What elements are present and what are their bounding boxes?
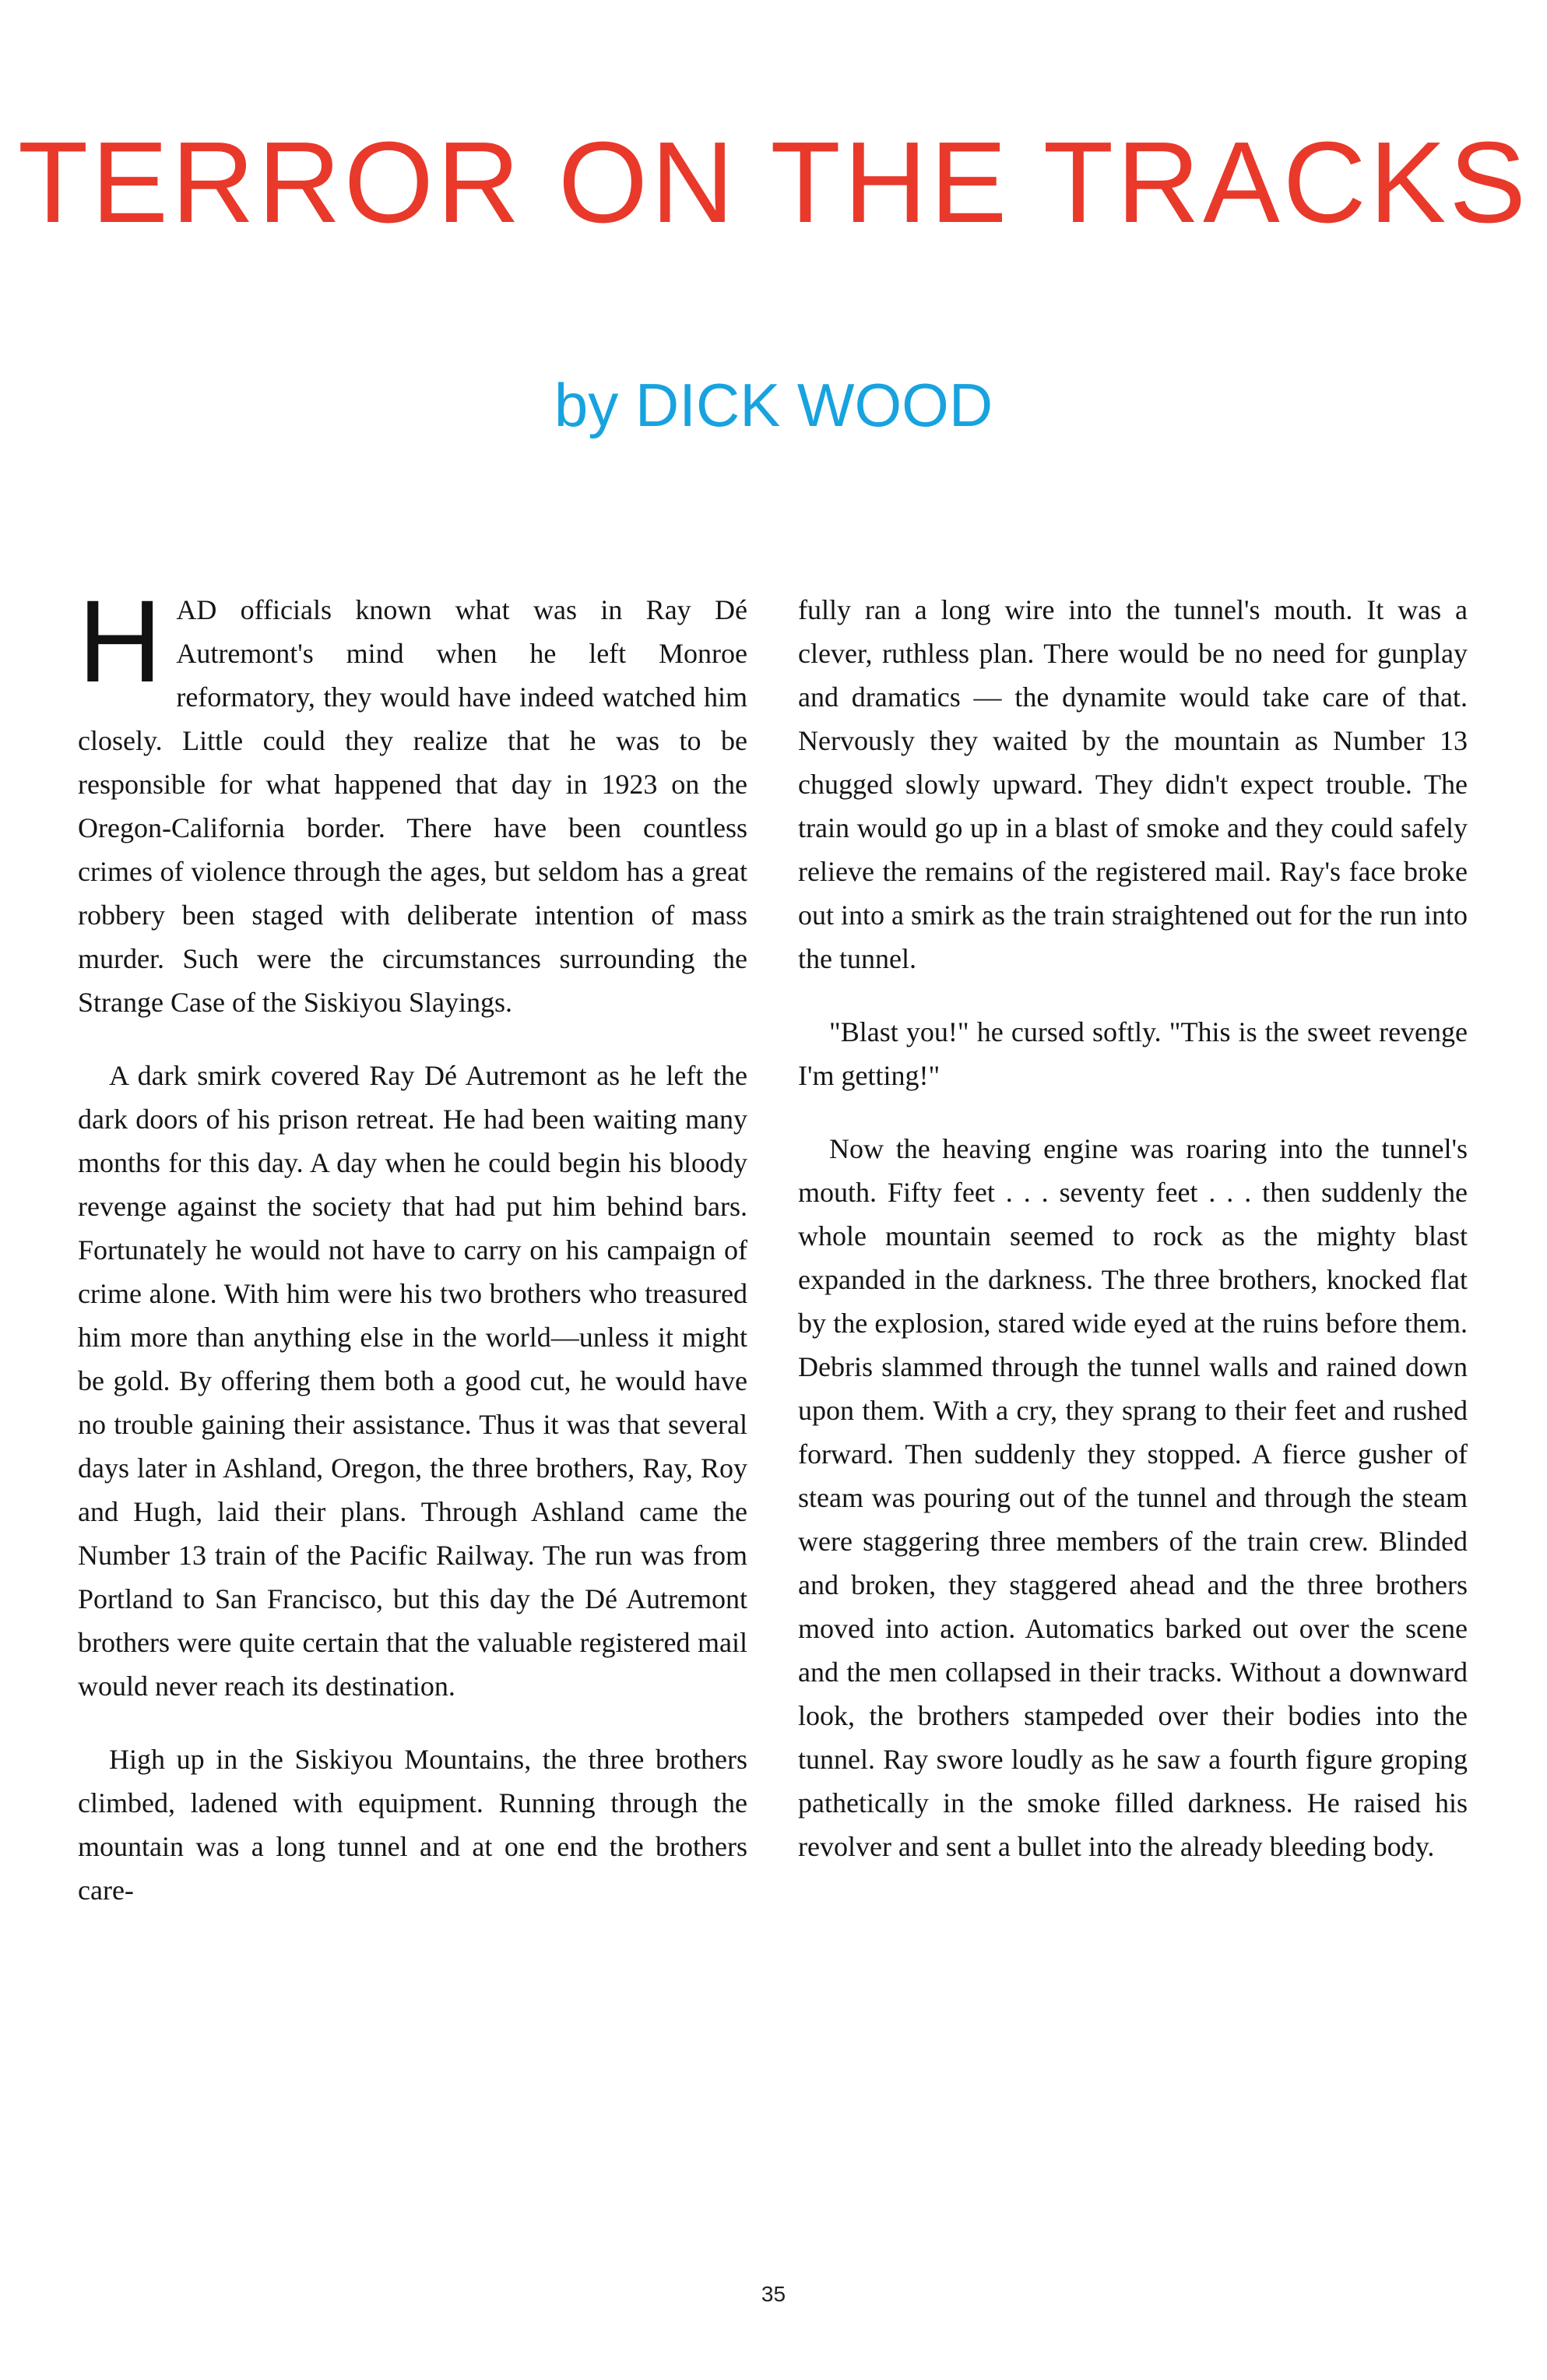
- right-column: [798, 588, 1468, 1898]
- body-paragraph: "Blast you!" he cursed softly. "This is the sweet revenge I'm getting!": [798, 1016, 1468, 1091]
- article-title: TERROR ON THE TRACKS: [17, 118, 1530, 247]
- opening-paragraph-text: AD officials known what was in Ray Dé Autremont's mind when he left Monroe reformatory, they would have indeed watched him closely. Little could they realize that he was to be responsible for what happened that day in 1923 on the Oregon-California border. There have been countless crimes of violence through the ages, but seldom has a great robbery been staged with deliberate intention of mass murder. Such were the circumstances surrounding the Strange Case of the Siskiyou Slayings.: [78, 594, 747, 1018]
- article-byline: by DICK WOOD: [554, 371, 993, 439]
- body-paragraph: fully ran a long wire into the tunnel's mouth. It was a clever, ruthless plan. There would be no need for gunplay and dramatics — the dynamite would take care of that. Nervously they waited by the mountain as Number 13 chugged slowly upward. They didn't expect trouble. The train would go up in a blast of smoke and they could safely relieve the remains of the registered mail. Ray's face broke out into a smirk as the train straightened out for the run into the tunnel.: [798, 594, 1468, 974]
- body-paragraph: High up in the Siskiyou Mountains, the three brothers climbed, ladened with equipment. Running through the mountain was a long tunnel and at one end the brothers care-: [78, 1744, 747, 1906]
- opening-paragraph: [78, 576, 747, 1024]
- body-paragraph: Now the heaving engine was roaring into the tunnel's mouth. Fifty feet . . . seventy feet . . . then suddenly the whole mountain seemed to rock as the mighty blast expanded in the darkness. The three brothers, knocked flat by the explosion, stared wide eyed at the ruins before them. Debris slammed through the tunnel walls and rained down upon them. With a cry, they sprang to their feet and rushed forward. Then suddenly they stopped. A fierce gusher of steam was pouring out of the tunnel and through the steam were staggering three members of the train crew. Blinded and broken, they staggered ahead and the three brothers moved into action. Automatics barked out over the scene and the men collapsed in their tracks. Without a downward look, the brothers stampeded over their bodies into the tunnel. Ray swore loudly as he saw a fourth figure groping pathetically in the smoke filled darkness. He raised his revolver and sent a bullet into the already bleeding body.: [798, 1133, 1468, 1862]
- page-number: 35: [761, 2282, 786, 2306]
- left-column: [78, 576, 747, 1942]
- body-paragraph: A dark smirk covered Ray Dé Autremont as he left the dark doors of his prison retreat. He had been waiting many months for this day. A day when he could begin his bloody revenge against the society that had put him behind bars. Fortunately he would not have to carry on his campaign of crime alone. With him were his two brothers who treasured him more than anything else in the world—unless it might be gold. By offering them both a good cut, he would have no trouble gaining their assistance. Thus it was that several days later in Ashland, Oregon, the three brothers, Ray, Roy and Hugh, laid their plans. Through Ashland came the Number 13 train of the Pacific Railway. The run was from Portland to San Francisco, but this day the Dé Autremont brothers were quite certain that the valuable registered mail would never reach its destination.: [78, 1060, 747, 1702]
- drop-cap: H: [78, 576, 163, 706]
